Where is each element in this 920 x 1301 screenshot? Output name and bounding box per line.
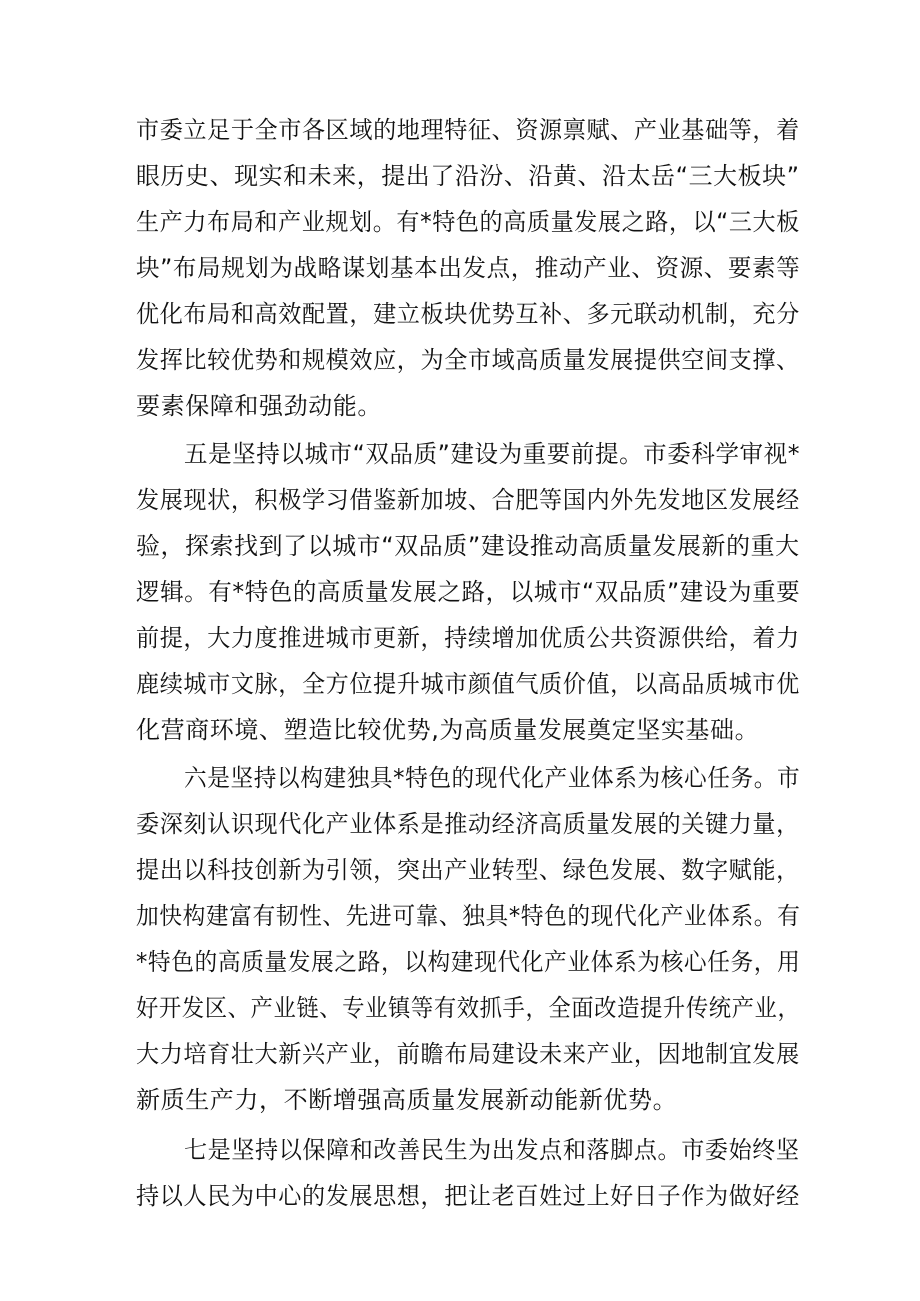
text-line: 要素保障和强劲动能。	[136, 392, 382, 420]
text-line: 委深刻认识现代化产业体系是推动经济高质量发展的关键力量，	[136, 810, 800, 838]
paragraph-five-first-line: 五是坚持以城市“双品质”建设为重要前提。市委科学审视*	[184, 440, 801, 468]
text-line: 前提，大力度推进城市更新，持续增加优质公共资源供给，着力	[136, 624, 800, 652]
text-line: 加快构建富有韧性、先进可靠、独具*特色的现代化产业体系。有	[136, 902, 801, 930]
paragraph-six-first-line: 六是坚持以构建独具*特色的现代化产业体系为核心任务。市	[184, 764, 801, 792]
text-line: 块”布局规划为战略谋划基本出发点，推动产业、资源、要素等	[136, 254, 801, 282]
text-line: 眼历史、现实和未来，提出了沿汾、沿黄、沿太岳“三大板块”	[136, 162, 800, 190]
text-line: 好开发区、产业链、专业镇等有效抓手，全面改造提升传统产业，	[136, 994, 801, 1022]
text-line: 大力培育壮大新兴产业，前瞻布局建设未来产业，因地制宜发展	[136, 1040, 800, 1068]
text-line: 验，探索找到了以城市“双品质”建设推动高质量发展新的重大	[136, 532, 800, 560]
text-line: 市委立足于全市各区域的地理特征、资源禀赋、产业基础等，着	[136, 116, 800, 144]
text-line: 优化布局和高效配置，建立板块优势互补、多元联动机制，充分	[136, 300, 800, 328]
text-line: 生产力布局和产业规划。有*特色的高质量发展之路，以“三大板	[136, 208, 800, 236]
text-line: 新质生产力，不断增强高质量发展新动能新优势。	[136, 1086, 678, 1114]
text-line: 化营商环境、塑造比较优势,为高质量发展奠定坚实基础。	[136, 716, 760, 744]
text-line: 提出以科技创新为引领，突出产业转型、绿色发展、数字赋能，	[136, 856, 800, 884]
text-line: 逻辑。有*特色的高质量发展之路，以城市“双品质”建设为重要	[136, 578, 801, 606]
text-line: 持以人民为中心的发展思想，把让老百姓过上好日子作为做好经	[136, 1182, 800, 1210]
text-line: 发挥比较优势和规模效应，为全市域高质量发展提供空间支撑、	[136, 346, 800, 374]
paragraph-seven-first-line: 七是坚持以保障和改善民生为出发点和落脚点。市委始终坚	[184, 1136, 800, 1164]
text-line: 发展现状，积极学习借鉴新加坡、合肥等国内外先发地区发展经	[136, 486, 800, 514]
text-line: 鹿续城市文脉，全方位提升城市颜值气质价值，以高品质城市优	[136, 670, 800, 698]
text-line: *特色的高质量发展之路，以构建现代化产业体系为核心任务，用	[136, 948, 801, 976]
